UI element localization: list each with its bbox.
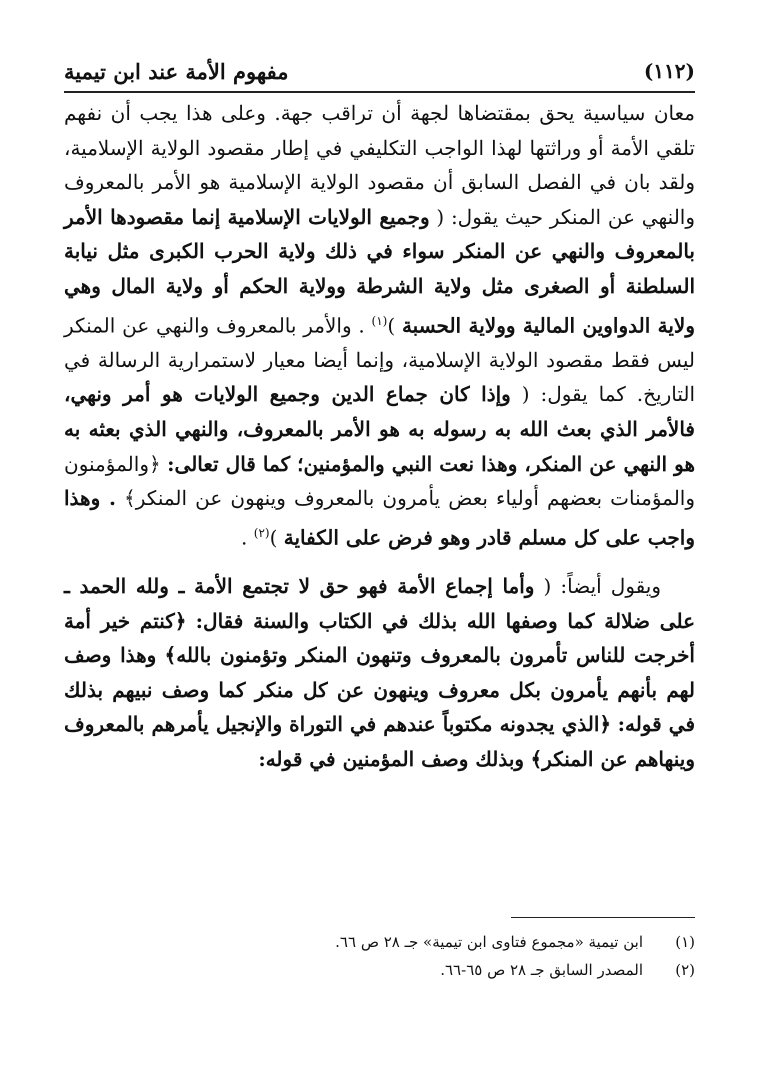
footnote-number: (١) bbox=[675, 933, 695, 951]
footnote-text: ابن تيمية «مجموع فتاوى ابن تيمية» جـ ٢٨ ص ٦٦. bbox=[335, 933, 643, 951]
footnote-rule bbox=[511, 917, 695, 918]
text-run: معان سياسية يحق بمقتضاها لجهة أن تراقب جهة. وعلى هذا يجب أن نفهم تلقي الأمة أو وراثتها لهذا الواجب التكليفي في إطار مقصود الولاية الإسلامية، ولقد بان في الفصل السابق أن مقصود الولاية الإسلامية هو الأمر بالمعروف والنهي عن المنكر حيث يقول: ( bbox=[64, 101, 696, 229]
page-number: (١١٢) bbox=[643, 59, 695, 83]
quotation-bold: وهذا وصف لهم بأنهم يأمرون بكل معروف وينهون عن كل منكر كما وصف نبيهم بذلك في قوله: bbox=[64, 643, 695, 737]
running-title: مفهوم الأمة عند ابن تيمية bbox=[64, 58, 289, 84]
running-header bbox=[64, 52, 695, 90]
footnote-text: المصدر السابق جـ ٢٨ ص ٦٥-٦٦. bbox=[440, 961, 643, 979]
footnotes bbox=[64, 928, 695, 984]
paragraph bbox=[64, 96, 695, 555]
quran-verse: ﴿كنتم خير أمة أخرجت للناس تأمرون بالمعروف وتنهون المنكر وتؤمنون بالله﴾ bbox=[64, 608, 695, 668]
quran-verse: ﴿والمؤمنون والمؤمنات بعضهم أولياء بعض يأمرون بالمعروف وينهون عن المنكر﴾ bbox=[64, 451, 696, 511]
text-run: ويقول أيضاً: ( bbox=[543, 574, 661, 599]
footnote-ref[interactable]: (٢) bbox=[253, 525, 270, 540]
footnote bbox=[64, 928, 695, 956]
quotation-bold: . وهذا واجب على كل مسلم قادر وهو فرض على الكفاية bbox=[64, 486, 695, 550]
body-text bbox=[64, 96, 695, 777]
quotation-bold: وإذا كان جماع الدين وجميع الولايات هو أمر ونهي، فالأمر الذي بعث الله به رسوله به هو الأمر بالمعروف، والنهي الذي بعثه به هو النهي عن المنكر، وهذا نعت النبي والمؤمنين؛ كما قال تعالى: bbox=[64, 382, 695, 476]
quran-verse: ﴿الذي يجدونه مكتوباً عندهم في التوراة والإنجيل يأمرهم بالمعروف وينهاهم عن المنكر﴾ bbox=[64, 712, 695, 771]
text-run: . bbox=[241, 525, 248, 550]
text-run: . والأمر بالمعروف والنهي عن المنكر ليس فقط مقصود الولاية الإسلامية، وإنما أيضا معيار لاستمرارية الرسالة في التاريخ. كما يقول: ( bbox=[64, 313, 695, 407]
quotation-bold: وبذلك وصف المؤمنين في قوله: bbox=[258, 747, 525, 771]
quotation-bold: وجميع الولايات الإسلامية إنما مقصودها الأمر بالمعروف والنهي عن المنكر سواء في ذلك ولاية الحرب الكبرى مثل نيابة السلطنة أو الصغرى مثل ولاية الشرطة وولاية الحكم أو ولاية المال وهي ولاية الدواوين المالية وولاية الحسبة bbox=[64, 204, 695, 338]
paragraph bbox=[64, 569, 695, 777]
quotation-bold: وأما إجماع الأمة فهو حق لا تجتمع الأمة ـ ولله الحمد ـ على ضلالة كما وصفها الله بذلك في الكتاب والسنة فقال: bbox=[64, 574, 695, 633]
footnote bbox=[64, 956, 695, 984]
text-run: ) bbox=[269, 525, 278, 550]
footnote-ref[interactable]: (١) bbox=[371, 313, 388, 328]
header-rule bbox=[64, 91, 695, 93]
text-run: ) bbox=[387, 313, 396, 338]
footnote-number: (٢) bbox=[675, 961, 695, 979]
